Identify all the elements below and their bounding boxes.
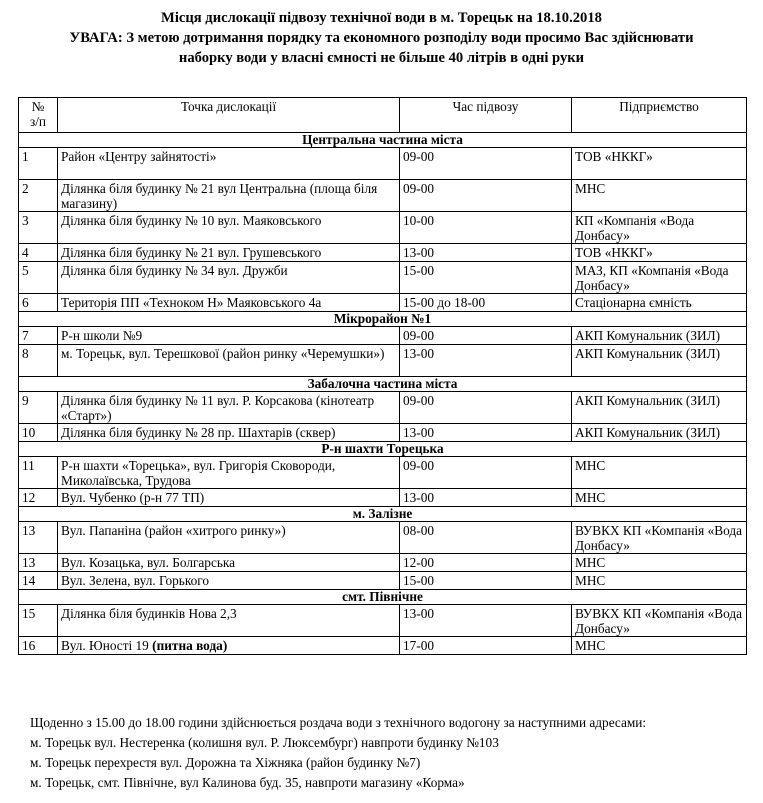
section-title: Забалочна частина міста (19, 377, 747, 392)
row-time: 15-00 (400, 572, 572, 590)
row-time: 09-00 (400, 148, 572, 180)
table-row (19, 522, 747, 554)
table-row (19, 180, 747, 212)
column-header-number: № з/п (19, 98, 58, 133)
row-company: МНС (572, 180, 747, 212)
table-row (19, 637, 747, 655)
table-row (19, 345, 747, 377)
row-location: Р-н шахти «Торецька», вул. Григорія Сковороди, Миколаївська, Трудова (58, 457, 400, 489)
row-time: 09-00 (400, 180, 572, 212)
notice-line-2: наборку води у власні ємності не більше 40 літрів в одні руки (178, 50, 585, 66)
row-time: 12-00 (400, 554, 572, 572)
row-time: 09-00 (400, 392, 572, 424)
row-company: Стаціонарна ємність (572, 294, 747, 312)
row-company: МНС (572, 489, 747, 507)
row-time: 15-00 (400, 262, 572, 294)
row-number: 1 (19, 148, 58, 180)
row-company: ВУВКХ КП «Компанія «Вода Донбасу» (572, 605, 747, 637)
table-row (19, 572, 747, 590)
row-number: 14 (19, 572, 58, 590)
row-location: Ділянка біля будинку № 21 вул Центральна (площа біля магазину) (58, 180, 400, 212)
section-title: смт. Північне (19, 590, 747, 605)
notice-line-1: УВАГА: З метою дотримання порядку та економного розподілу води просимо Вас здійснювати (69, 30, 694, 46)
notes-intro: Щоденно з 15.00 до 18.00 години здійснюється роздача води з технічного водогону за наступними адресами: (30, 715, 647, 730)
row-company: МНС (572, 457, 747, 489)
notes-address: м. Торецьк вул. Нестеренка (колишня вул. Р. Люксембург) навпроти будинку №103 (30, 735, 499, 750)
row-number: 5 (19, 262, 58, 294)
row-location: Вул. Зелена, вул. Горького (58, 572, 400, 590)
table-header-row (19, 98, 747, 133)
row-number: 11 (19, 457, 58, 489)
table-row (19, 244, 747, 262)
row-time: 15-00 до 18-00 (400, 294, 572, 312)
row-location: Ділянка біля будинку № 21 вул. Грушевського (58, 244, 400, 262)
row-number: 4 (19, 244, 58, 262)
row-time: 17-00 (400, 637, 572, 655)
row-time: 13-00 (400, 605, 572, 637)
table-row (19, 262, 747, 294)
row-number: 12 (19, 489, 58, 507)
row-company: АКП Комунальник (ЗИЛ) (572, 392, 747, 424)
column-header-company: Підприємство (572, 98, 747, 133)
table-row (19, 212, 747, 244)
row-location: Ділянка біля будинку № 34 вул. Дружби (58, 262, 400, 294)
drinking-water-note: (питна вода) (148, 638, 228, 653)
row-company: АКП Комунальник (ЗИЛ) (572, 345, 747, 377)
section-title: м. Залізне (19, 507, 747, 522)
row-number: 10 (19, 424, 58, 442)
section-title: Центральна частина міста (19, 133, 747, 148)
section-row (19, 507, 747, 522)
section-row (19, 133, 747, 148)
row-location-text: Вул. Юності 19 (61, 638, 149, 653)
table-row (19, 392, 747, 424)
row-time: 13-00 (400, 489, 572, 507)
document-header (0, 8, 763, 68)
row-company: МНС (572, 637, 747, 655)
row-location: Ділянка біля будинку № 28 пр. Шахтарів (сквер) (58, 424, 400, 442)
section-row (19, 442, 747, 457)
row-number: 3 (19, 212, 58, 244)
table-row (19, 424, 747, 442)
row-time: 13-00 (400, 244, 572, 262)
row-location: м. Торецьк, вул. Терешкової (район ринку «Черемушки») (58, 345, 400, 377)
row-location (58, 637, 400, 655)
row-number: 13 (19, 554, 58, 572)
section-row (19, 312, 747, 327)
row-number: 6 (19, 294, 58, 312)
row-company: ВУВКХ КП «Компанія «Вода Донбасу» (572, 522, 747, 554)
column-header-location: Точка дислокації (58, 98, 400, 133)
row-time: 13-00 (400, 424, 572, 442)
table-row (19, 327, 747, 345)
row-company: МНС (572, 572, 747, 590)
document-title: Місця дислокації підвозу технічної води в м. Торецьк на 18.10.2018 (161, 10, 602, 26)
row-number: 15 (19, 605, 58, 637)
row-company: МНС (572, 554, 747, 572)
section-title: Мікрорайон №1 (19, 312, 747, 327)
daily-distribution-notes (30, 713, 646, 793)
row-location: Ділянка біля будинку № 10 вул. Маяковського (58, 212, 400, 244)
row-number: 9 (19, 392, 58, 424)
table-row (19, 457, 747, 489)
section-title: Р-н шахти Торецька (19, 442, 747, 457)
row-company: АКП Комунальник (ЗИЛ) (572, 327, 747, 345)
row-number: 16 (19, 637, 58, 655)
water-delivery-table (18, 97, 747, 655)
section-row (19, 590, 747, 605)
row-time: 08-00 (400, 522, 572, 554)
row-company: ТОВ «НККГ» (572, 148, 747, 180)
row-company: МАЗ, КП «Компанія «Вода Донбасу» (572, 262, 747, 294)
row-location: Вул. Козацька, вул. Болгарська (58, 554, 400, 572)
table-row (19, 605, 747, 637)
row-time: 13-00 (400, 345, 572, 377)
row-company: КП «Компанія «Вода Донбасу» (572, 212, 747, 244)
row-company: АКП Комунальник (ЗИЛ) (572, 424, 747, 442)
row-location: Вул. Папаніна (район «хитрого ринку») (58, 522, 400, 554)
notes-address: м. Торецьк, смт. Північне, вул Калинова буд. 35, навпроти магазину «Корма» (30, 775, 465, 790)
row-location: Територія ПП «Техноком Н» Маяковського 4а (58, 294, 400, 312)
row-time: 10-00 (400, 212, 572, 244)
section-row (19, 377, 747, 392)
row-location: Вул. Чубенко (р-н 77 ТП) (58, 489, 400, 507)
row-location: Ділянка біля будинків Нова 2,3 (58, 605, 400, 637)
row-number: 8 (19, 345, 58, 377)
table-row (19, 148, 747, 180)
row-location: Р-н школи №9 (58, 327, 400, 345)
row-time: 09-00 (400, 327, 572, 345)
notes-address: м. Торецьк перехрестя вул. Дорожна та Хіжняка (район будинку №7) (30, 755, 421, 770)
table-row (19, 294, 747, 312)
row-time: 09-00 (400, 457, 572, 489)
table-row (19, 489, 747, 507)
row-location: Район «Центру зайнятості» (58, 148, 400, 180)
row-number: 7 (19, 327, 58, 345)
table-row (19, 554, 747, 572)
row-number: 2 (19, 180, 58, 212)
row-number: 13 (19, 522, 58, 554)
row-company: ТОВ «НККГ» (572, 244, 747, 262)
column-header-time: Час підвозу (400, 98, 572, 133)
row-location: Ділянка біля будинку № 11 вул. Р. Корсакова (кінотеатр «Старт») (58, 392, 400, 424)
